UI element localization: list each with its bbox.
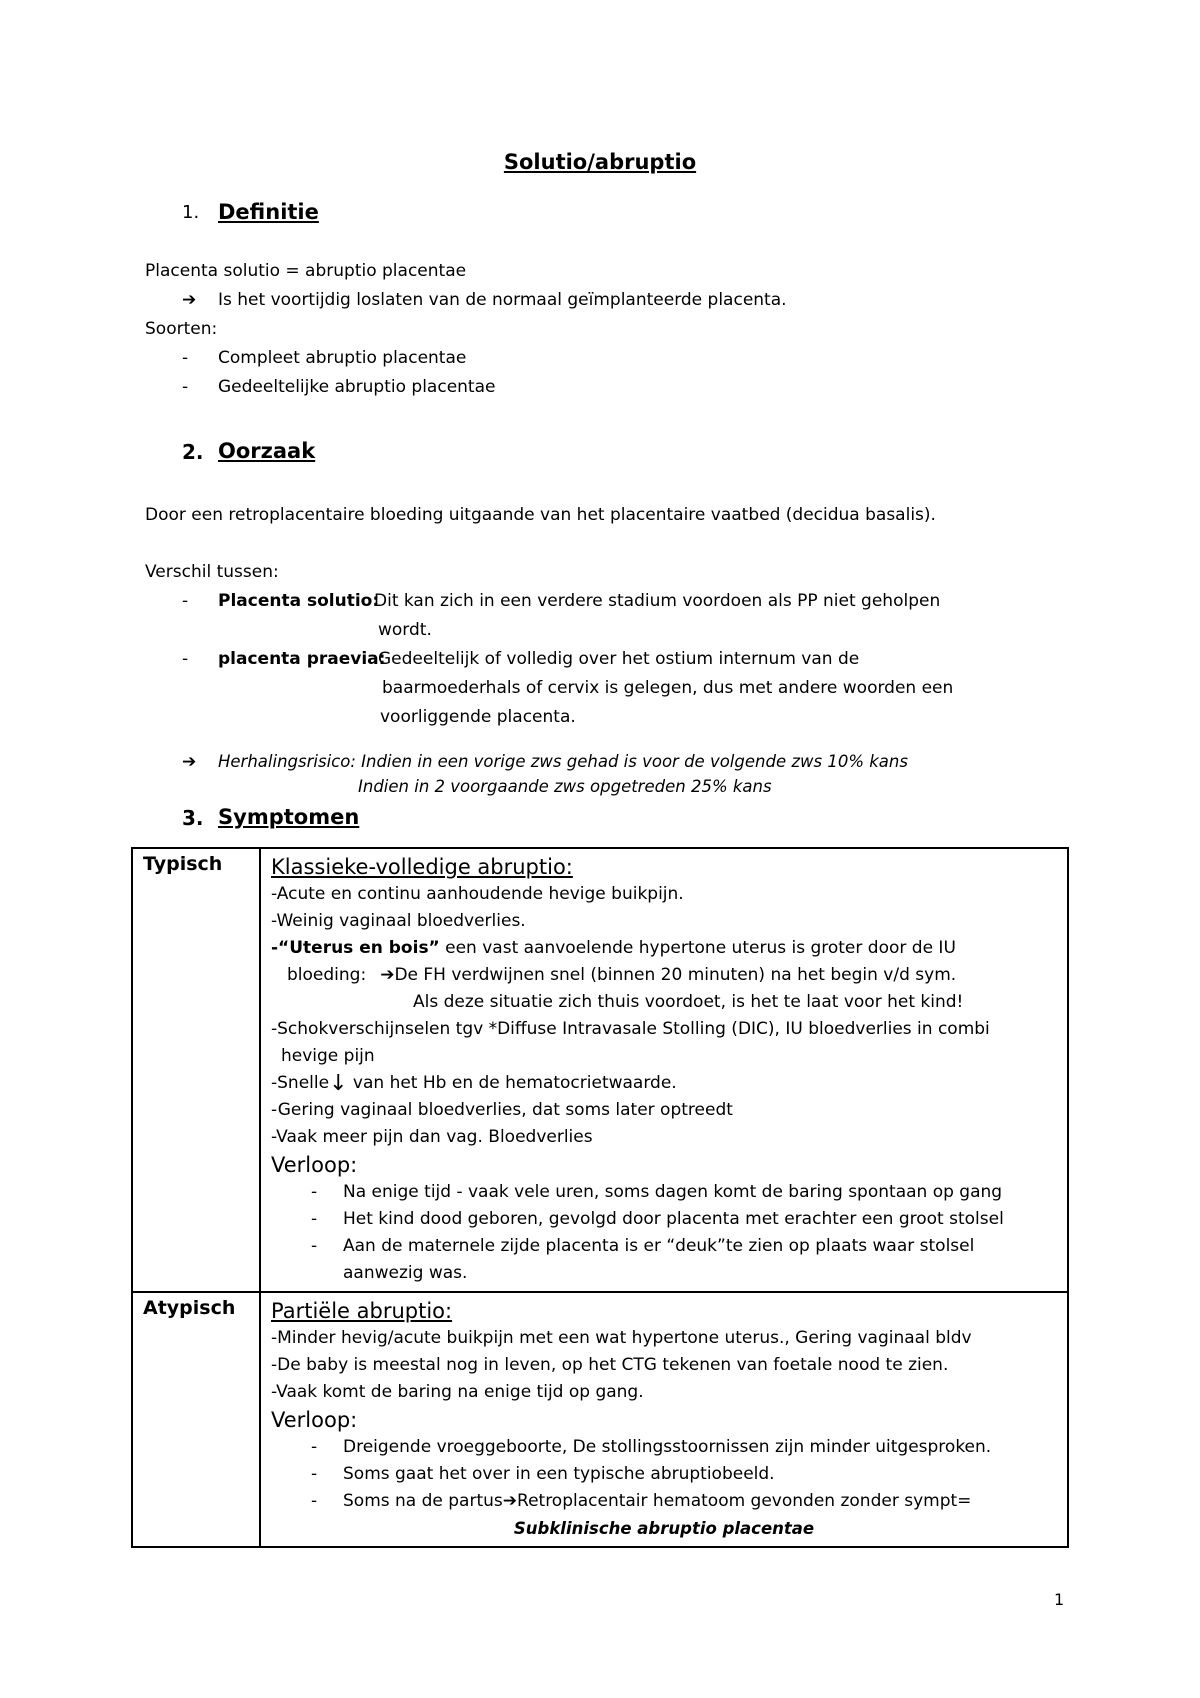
list-item-text: Het kind dood geboren, gevolgd door placenta met erachter een groot stolsel [343, 1209, 1004, 1229]
section-1-heading: Definitie [218, 200, 319, 224]
list-item: Gedeeltelijke abruptio placentae [218, 377, 496, 397]
soorten-label: Soorten: [145, 319, 218, 339]
recurrence-risk: Herhalingsrisico: Indien in een vorige zws gehad is voor de volgende zws 10% kans [218, 752, 908, 771]
symptom-line [271, 962, 1057, 989]
typisch-title: Klassieke-volledige abruptio: [271, 855, 573, 879]
section-1-number: 1. [182, 202, 200, 223]
praevia-text: Gedeeltelijk of volledig over het ostium internum van de [378, 649, 860, 669]
solutio-text-cont: wordt. [378, 620, 432, 640]
symptom-line: -Vaak meer pijn dan vag. Bloedverlies [271, 1127, 593, 1147]
symptom-line [271, 1070, 1057, 1097]
page-title: Solutio/abruptio [503, 150, 697, 174]
symptom-line: -Gering vaginaal bloedverlies, dat soms later optreedt [271, 1100, 733, 1120]
atypisch-title: Partiële abruptio: [271, 1299, 453, 1323]
symptom-line: Als deze situatie zich thuis voordoet, is het te laat voor het kind! [413, 992, 964, 1012]
list-dash: - [311, 1464, 318, 1484]
verloop-heading: Verloop: [271, 1153, 358, 1177]
arrow-right-icon: ➔ [380, 965, 395, 985]
list-item [271, 1461, 1057, 1488]
list-item-text: Aan de maternele zijde placenta is er “deuk”te zien op plaats waar stolsel [343, 1236, 975, 1256]
list-dash: - [311, 1209, 318, 1229]
symptom-line: hevige pijn [281, 1046, 375, 1066]
symptom-line: -Minder hevig/acute buikpijn met een wat hypertone uterus., Gering vaginaal bldv [271, 1328, 972, 1348]
recurrence-risk-cont: Indien in 2 voorgaande zws opgetreden 25% kans [358, 777, 772, 796]
table-row [132, 1292, 1068, 1547]
list-dash: - [182, 591, 189, 611]
list-dash: - [182, 377, 189, 397]
section-2-number: 2. [182, 440, 204, 464]
row-label-atypisch: Atypisch [132, 1292, 260, 1547]
uterus-term: -“Uterus en bois” [271, 938, 440, 958]
arrow-right-icon: ➔ [182, 290, 197, 310]
list-dash: - [311, 1437, 318, 1457]
snelle-text: -Snelle [271, 1073, 330, 1093]
arrow-right-icon: ➔ [182, 752, 197, 772]
list-item-text: Dreigende vroeggeboorte, De stollingsstoornissen zijn minder uitgesproken. [343, 1437, 992, 1457]
subclinical-label: Subklinische abruptio placentae [513, 1519, 815, 1538]
list-item-text: Soms na de partus [343, 1491, 503, 1511]
list-item-text: Soms gaat het over in een typische abruptiobeeld. [343, 1464, 775, 1484]
list-item [271, 1233, 1057, 1260]
section-3-number: 3. [182, 806, 204, 830]
row-label-typisch: Typisch [132, 848, 260, 1292]
uterus-text: een vast aanvoelende hypertone uterus is groter door de IU [439, 938, 956, 958]
definition-detail: Is het voortijdig loslaten van de normaal geïmplanteerde placenta. [218, 290, 787, 310]
table-row [132, 848, 1068, 1292]
list-item [271, 1206, 1057, 1233]
list-item: Compleet abruptio placentae [218, 348, 467, 368]
list-item-text: Retroplacentair hematoom gevonden zonder sympt= [517, 1491, 972, 1511]
arrow-down-icon: ↓ [329, 1071, 348, 1096]
list-item-text: Na enige tijd - vaak vele uren, soms dagen komt de baring spontaan op gang [343, 1182, 1003, 1202]
fh-text: De FH verdwijnen snel (binnen 20 minuten) na het begin v/d sym. [394, 965, 957, 985]
list-dash: - [182, 348, 189, 368]
symptoms-table [131, 847, 1069, 1548]
solutio-term: Placenta solutio: [218, 591, 380, 611]
definition-line: Placenta solutio = abruptio placentae [145, 261, 467, 281]
typisch-cell [260, 848, 1068, 1292]
symptom-line: -De baby is meestal nog in leven, op het CTG tekenen van foetale nood te zien. [271, 1355, 949, 1375]
symptom-line: -Schokverschijnselen tgv *Diffuse Intravasale Stolling (DIC), IU bloedverlies in combi [271, 1019, 990, 1039]
symptom-line: -Weinig vaginaal bloedverlies. [271, 911, 526, 931]
symptom-line: -Acute en continu aanhoudende hevige buikpijn. [271, 884, 684, 904]
section-3-heading: Symptomen [218, 805, 360, 829]
praevia-text-cont: voorliggende placenta. [380, 707, 576, 727]
list-dash: - [311, 1182, 318, 1202]
symptom-line [271, 935, 1057, 962]
list-item [271, 1488, 1057, 1515]
solutio-text: Dit kan zich in een verdere stadium voordoen als PP niet geholpen [374, 591, 941, 611]
page-number: 1 [1054, 1590, 1065, 1609]
bleeding-label: bloeding: [287, 965, 367, 985]
arrow-right-icon: ➔ [502, 1491, 518, 1511]
list-item [271, 1434, 1057, 1461]
cause-text: Door een retroplacentaire bloeding uitgaande van het placentaire vaatbed (decidua basalis). [145, 505, 936, 525]
list-dash: - [182, 649, 189, 669]
symptom-line: -Vaak komt de baring na enige tijd op gang. [271, 1382, 644, 1402]
praevia-text-cont: baarmoederhals of cervix is gelegen, dus met andere woorden een [382, 678, 954, 698]
list-dash: - [311, 1491, 318, 1511]
list-item [271, 1179, 1057, 1206]
difference-label: Verschil tussen: [145, 562, 279, 582]
list-dash: - [311, 1236, 318, 1256]
atypisch-cell [260, 1292, 1068, 1547]
hb-text: van het Hb en de hematocrietwaarde. [347, 1073, 677, 1093]
praevia-term: placenta praevia: [218, 649, 386, 669]
list-item-cont: aanwezig was. [343, 1263, 468, 1283]
section-2-heading: Oorzaak [218, 439, 316, 463]
verloop-heading: Verloop: [271, 1408, 358, 1432]
